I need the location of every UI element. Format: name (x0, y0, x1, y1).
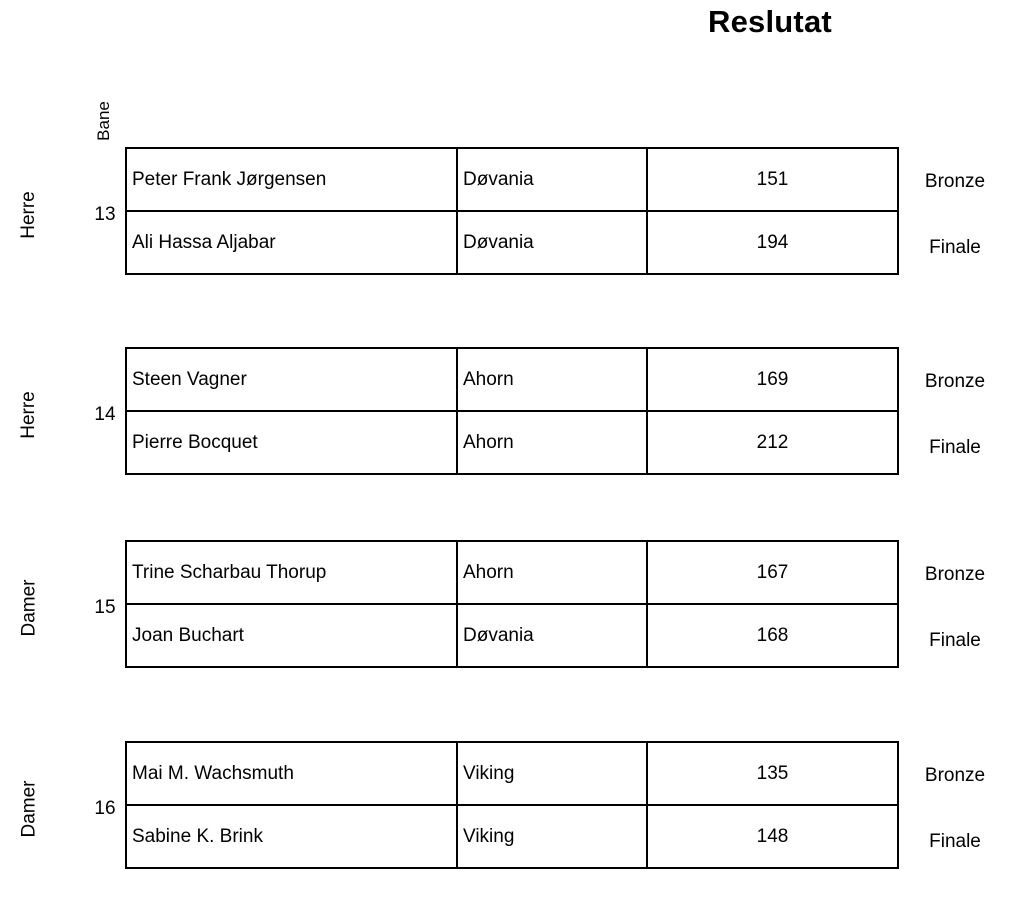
outcome-label: Finale (929, 437, 981, 458)
outcome-label: Finale (929, 831, 981, 852)
club-name: Ahorn (457, 348, 647, 411)
table-row (126, 148, 898, 211)
score: 212 (647, 411, 898, 474)
category-label: Damer (18, 579, 40, 637)
result-group-lane-16 (0, 741, 1024, 877)
player-name: Joan Buchart (126, 604, 457, 667)
score: 135 (647, 742, 898, 805)
category-label: Herre (18, 391, 40, 439)
result-group-lane-14 (0, 347, 1024, 483)
table-row (126, 348, 898, 411)
player-name: Pierre Bocquet (126, 411, 457, 474)
result-group-lane-13 (0, 147, 1024, 283)
player-name: Sabine K. Brink (126, 805, 457, 868)
score: 167 (647, 541, 898, 604)
outcome-label: Bronze (924, 564, 986, 585)
lane-column-header-text: Bane (94, 101, 114, 141)
club-name: Viking (457, 805, 647, 868)
player-name: Trine Scharbau Thorup (126, 541, 457, 604)
score: 169 (647, 348, 898, 411)
player-name: Peter Frank Jørgensen (126, 148, 457, 211)
lane-number: 15 (94, 597, 116, 618)
club-name: Viking (457, 742, 647, 805)
score: 168 (647, 604, 898, 667)
table-row (126, 411, 898, 474)
category-label: Herre (18, 191, 40, 239)
club-name: Døvania (457, 148, 647, 211)
table-row (126, 211, 898, 274)
club-name: Ahorn (457, 411, 647, 474)
player-name: Steen Vagner (126, 348, 457, 411)
outcome-label: Bronze (924, 171, 986, 192)
lane-number: 14 (94, 404, 116, 425)
category-label: Damer (18, 780, 40, 838)
player-name: Mai M. Wachsmuth (126, 742, 457, 805)
outcome-label: Bronze (924, 371, 986, 392)
results-table (125, 741, 899, 869)
table-row (126, 742, 898, 805)
lane-number: 13 (94, 204, 116, 225)
page-title: Reslutat (708, 4, 832, 39)
score: 194 (647, 211, 898, 274)
table-row (126, 604, 898, 667)
club-name: Døvania (457, 604, 647, 667)
lane-column-header (92, 95, 116, 147)
outcome-label: Finale (929, 630, 981, 651)
outcome-label: Bronze (924, 765, 986, 786)
club-name: Døvania (457, 211, 647, 274)
results-table (125, 347, 899, 475)
table-row (126, 541, 898, 604)
results-table (125, 540, 899, 668)
score: 151 (647, 148, 898, 211)
result-group-lane-15 (0, 540, 1024, 676)
player-name: Ali Hassa Aljabar (126, 211, 457, 274)
score: 148 (647, 805, 898, 868)
club-name: Ahorn (457, 541, 647, 604)
outcome-label: Finale (929, 237, 981, 258)
results-table (125, 147, 899, 275)
table-row (126, 805, 898, 868)
lane-number: 16 (94, 798, 116, 819)
